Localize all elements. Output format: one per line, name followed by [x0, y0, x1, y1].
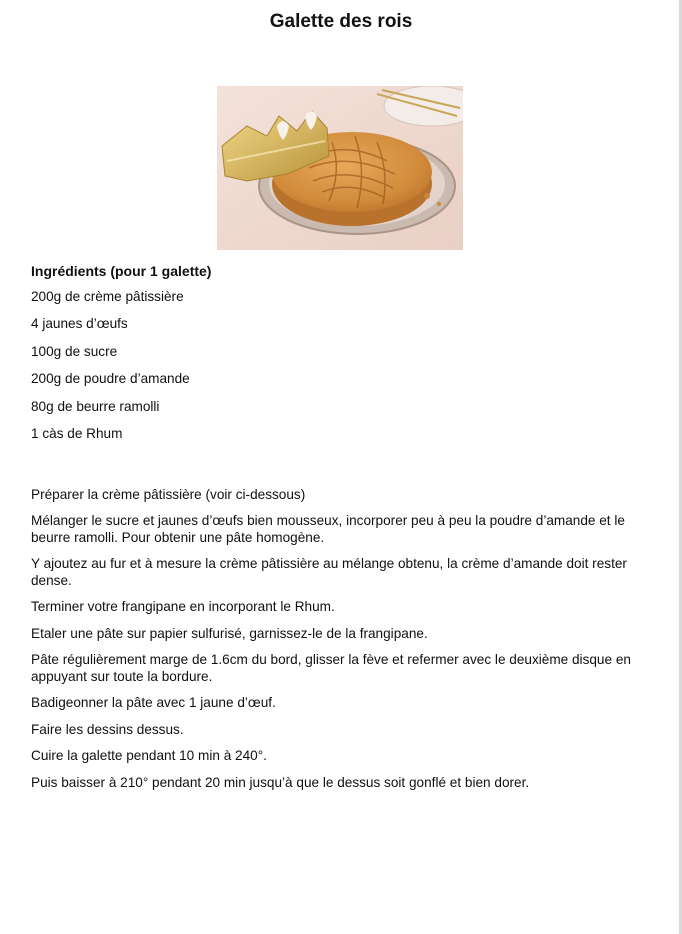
step-item: Etaler une pâte sur papier sulfurisé, garnissez-le de la frangipane.	[31, 625, 428, 641]
step-item: Terminer votre frangipane en incorporant le Rhum.	[31, 599, 335, 614]
ingredients-heading: Ingrédients (pour 1 galette)	[31, 263, 212, 279]
recipe-content	[31, 263, 651, 801]
ingredient-item: 4 jaunes d’œufs	[31, 316, 128, 331]
galette-photo	[217, 86, 463, 250]
ingredient-item: 100g de sucre	[31, 343, 118, 359]
step-item: Puis baisser à 210° pendant 20 min jusqu’à que le dessus soit gonflé et bien dorer.	[31, 774, 530, 790]
step-item: Cuire la galette pendant 10 min à 240°.	[31, 748, 267, 763]
step-item: Y ajoutez au fur et à mesure la crème pâtissière au mélange obtenu, la crème d’amande doit rester dense.	[31, 556, 627, 588]
ingredient-item: 200g de crème pâtissière	[31, 288, 184, 304]
ingredients-list	[31, 289, 651, 443]
steps-list	[31, 487, 651, 792]
ingredient-item: 200g de poudre d’amande	[31, 371, 190, 386]
step-item: Badigeonner la pâte avec 1 jaune d’œuf.	[31, 695, 276, 710]
step-item: Préparer la crème pâtissière (voir ci-dessous)	[31, 486, 306, 502]
ingredient-item: 1 càs de Rhum	[31, 426, 123, 441]
ingredient-item: 80g de beurre ramolli	[31, 398, 160, 414]
step-item: Mélanger le sucre et jaunes d’œufs bien mousseux, incorporer peu à peu la poudre d’amande et le beurre ramolli. Pour obtenir une pâte homogène.	[31, 513, 625, 545]
page-title: Galette des rois	[269, 11, 413, 32]
step-item: Faire les dessins dessus.	[31, 721, 184, 737]
step-item: Pâte régulièrement marge de 1.6cm du bord, glisser la fève et refermer avec le deuxième disque en appuyant sur toute la bordure.	[31, 652, 631, 684]
